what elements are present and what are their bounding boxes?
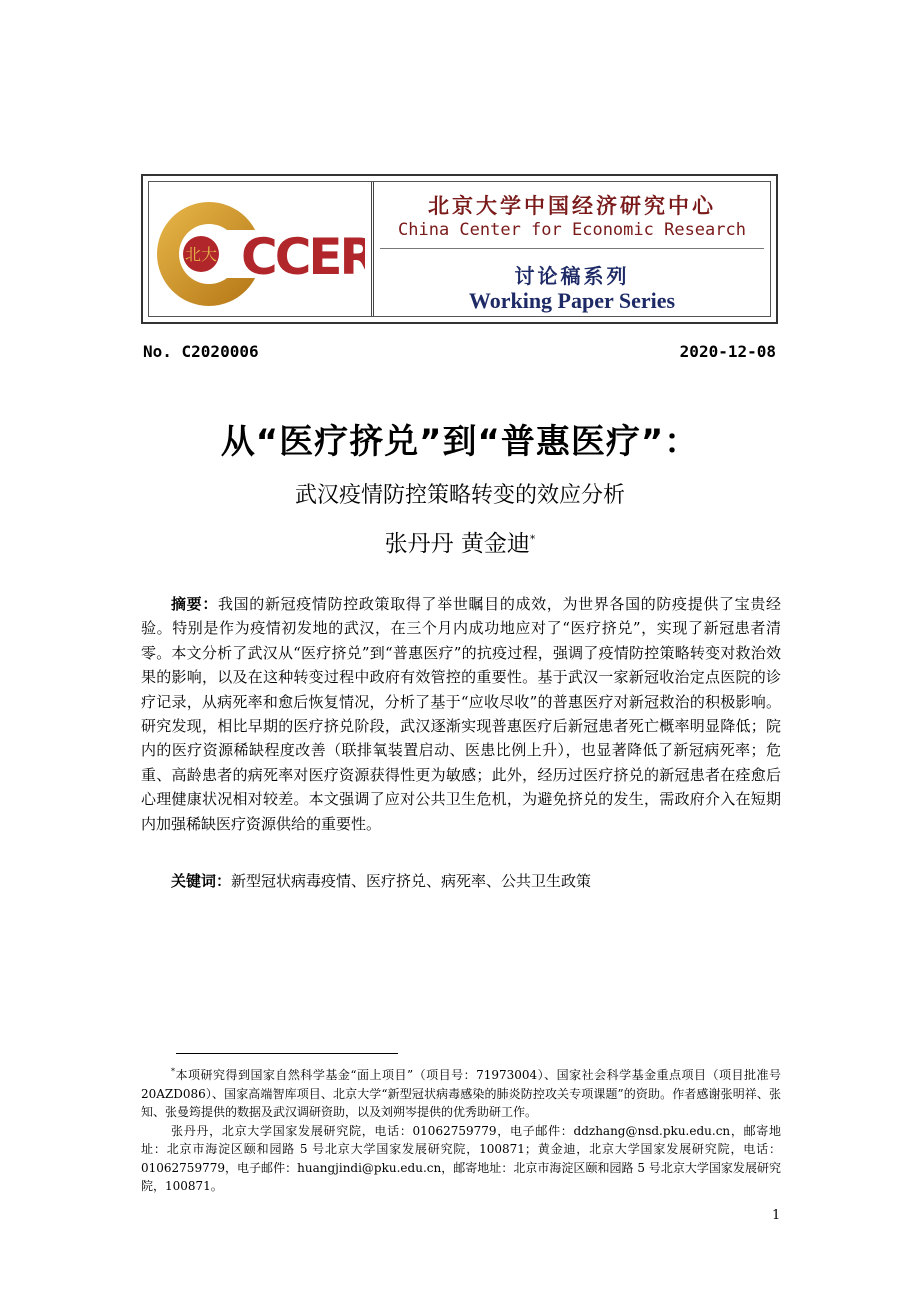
- ccer-logo-graphic: [149, 182, 365, 318]
- paper-authors: [0, 525, 920, 558]
- page-number: 1: [772, 1208, 781, 1223]
- org-name-en: China Center for Economic Research: [398, 220, 746, 240]
- keywords-label: 关键词：: [171, 872, 232, 890]
- paper-subtitle: 武汉疫情防控策略转变的效应分析: [294, 483, 625, 508]
- keywords: [141, 870, 781, 891]
- keywords-text: 新型冠状病毒疫情、医疗挤兑、病死率、公共卫生政策: [231, 872, 592, 890]
- author-footnote-mark: *: [529, 532, 536, 546]
- abstract-text: 我国的新冠疫情防控政策取得了举世瞩目的成效，为世界各国的防疫提供了宝贵经验。特别是作为疫情初发地的武汉，在三个月内成功地应对了“医疗挤兑”，实现了新冠患者清零。本文分析了武汉从“医疗挤兑”到“普惠医疗”的抗疫过程，强调了疫情防控策略转变对救治效果的影响，以及在这种转变过程中政府有效管控的重要性。基于武汉一家新冠收治定点医院的诊疗记录，从病死率和愈后恢复情况，分析了基于“应收尽收”的普惠医疗对新冠救治的积极影响。研究发现，相比早期的医疗挤兑阶段，武汉逐渐实现普惠医疗后新冠患者死亡概率明显降低；院内的医疗资源稀缺程度改善（联排氧装置启动、医患比例上升），也显著降低了新冠病死率；危重、高龄患者的病死率对医疗资源获得性更为敏感；此外，经历过医疗挤兑的新冠患者在痊愈后心理健康状况相对较差。本文强调了应对公共卫生危机，为避免挤兑的发生，需政府介入在短期内加强稀缺医疗资源供给的重要性。: [141, 595, 781, 833]
- author-names: 张丹丹 黄金迪: [384, 531, 530, 557]
- footnote-funding-text: 本项研究得到国家自然科学基金“面上项目”（项目号：71973004）、国家社会科学基金重点项目（项目批准号 20AZD086）、国家高端智库项目、北京大学“新型冠状病毒感染的肺炎防控攻关专项课题”的资助。作者感谢张明祥、张知、张曼筠提供的数据及武汉调研资助，以及刘朔岑提供的优秀助研工作。: [141, 1068, 781, 1119]
- footnote-rule: [176, 1053, 398, 1054]
- banner-inner: [148, 181, 771, 317]
- series-name-en: Working Paper Series: [468, 288, 676, 313]
- banner-titles: [374, 182, 770, 316]
- banner-divider: [380, 248, 764, 249]
- paper-number: No. C2020006: [143, 342, 259, 361]
- footnote-contact: 张丹丹，北京大学国家发展研究院，电话：01062759779，电子邮件：ddzhang@nsd.pku.edu.cn，邮寄地址：北京市海淀区颐和园路 5 号北京大学国家发展研究院，100871；黄金迪，北京大学国家发展研究院，电话：01062759779，电子邮件：huangjindi@pku.edu.cn，邮寄地址：北京市海淀区颐和园路 5 号北京大学国家发展研究院，100871。: [141, 1123, 781, 1193]
- abstract: [141, 592, 781, 836]
- ccer-banner: [141, 174, 778, 324]
- ccer-logo: [149, 182, 374, 316]
- abstract-label: 摘要：: [171, 595, 218, 613]
- org-name-cn: 北京大学中国经济研究中心: [428, 193, 716, 218]
- paper-date: 2020-12-08: [679, 342, 776, 361]
- footnotes: [141, 1063, 781, 1196]
- logo-letters: CCER: [241, 228, 365, 286]
- series-name-cn: 讨论稿系列: [514, 264, 630, 288]
- logo-seal-text: 北大: [184, 245, 218, 264]
- footnote-mark: *: [171, 1067, 175, 1076]
- footnote-funding: [141, 1063, 781, 1122]
- paper-title: 从“医疗挤兑”到“普惠医疗”：: [220, 422, 700, 462]
